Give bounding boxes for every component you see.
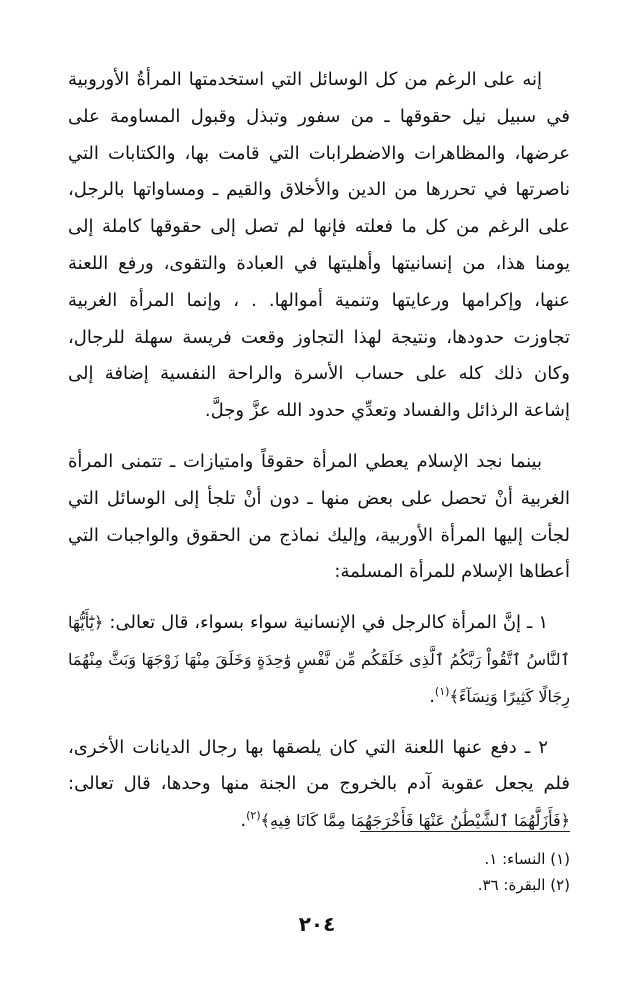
footnote-1: (١) النساء: ١. xyxy=(484,850,570,868)
list-item-equality xyxy=(68,605,570,715)
paragraph-intro: إنه على الرغم من كل الوسائل التي استخدمتها المرأةُ الأوروبية في سبيل نيل حقوقها ـ من سفور وتبذل وقبول المساومة على عرضها، والمظاهرات والاضطرابات التي قامت بها، والكتابات التي ناصرتها في تحررها من الدين والأخلاق والقيم ـ ومساواتها بالرجل، على الرغم من كل ما فعلته فإنها لم تصل إلى حقوقها كاملة إلى يومنا هذا، من إنسانيتها وأهليتها في العبادة والتقوى، ورفع اللعنة عنها، وإكرامها ورعايتها وتنمية أموالها. . ، وإنما المرأة الغربية تجاوزت حدودها، ونتيجة لهذا التجاوز وقعت فريسة سهلة للرجال، وكان ذلك كله على حساب الأسرة والراحة النفسية إضافة إلى إشاعة الرذائل والفساد وتعدِّي حدود الله عزَّ وجلَّ. xyxy=(68,69,570,422)
list-item-end: . xyxy=(429,685,435,707)
page-number: ٢٠٤ xyxy=(298,912,336,936)
list-item-curse xyxy=(68,730,570,840)
footnote-divider xyxy=(360,831,570,832)
list-item-text: ١ ـ إنَّ المرأة كالرجل في الإنسانية سواء بسواء، قال تعالى: xyxy=(103,612,548,634)
list-item-end: . xyxy=(240,810,247,832)
quran-verse: ﴿فَأَزَلَّهُمَا ٱلشَّيْطَٰنُ عَنْهَا فَأَخْرَجَهُمَا مِمَّا كَانَا فِيهِ﴾ xyxy=(260,811,570,831)
footnote-ref[interactable]: (٢) xyxy=(246,809,261,823)
footnotes xyxy=(68,846,570,898)
footnote-2: (٢) البقرة: ٣٦. xyxy=(477,876,570,894)
list-item-text: ٢ ـ دفع عنها اللعنة التي كان يلصقها بها رجال الديانات الأخرى، فلم يجعل عقوبة آدم بالخروج من الجنة منها وحدها، قال تعالى: xyxy=(68,736,570,795)
paragraph-islam-rights: بينما نجد الإسلام يعطي المرأة حقوقاً وامتيازات ـ تتمنى المرأة الغربية أنْ تحصل على بعض منها ـ دون أنْ تلجأ إلى الوسائل التي لجأت إليها المرأة الأوربية، وإليك نماذج من الحقوق والواجبات التي أعطاها الإسلام للمرأة المسلمة: xyxy=(68,450,570,583)
quran-verse: ﴿يَٰٓأَيُّهَا ٱلنَّاسُ ٱتَّقُواْ رَبَّكُمُ ٱلَّذِى خَلَقَكُم مِّن نَّفْسٍ وَٰحِدَةٍ وَخَلَقَ مِنْهَا زَوْجَهَا وَبَثَّ مِنْهُمَا رِجَالًا كَثِيرًا وَنِسَآءً﴾ xyxy=(68,613,570,706)
page-body xyxy=(68,62,570,854)
footnote-ref[interactable]: (١) xyxy=(434,684,450,698)
